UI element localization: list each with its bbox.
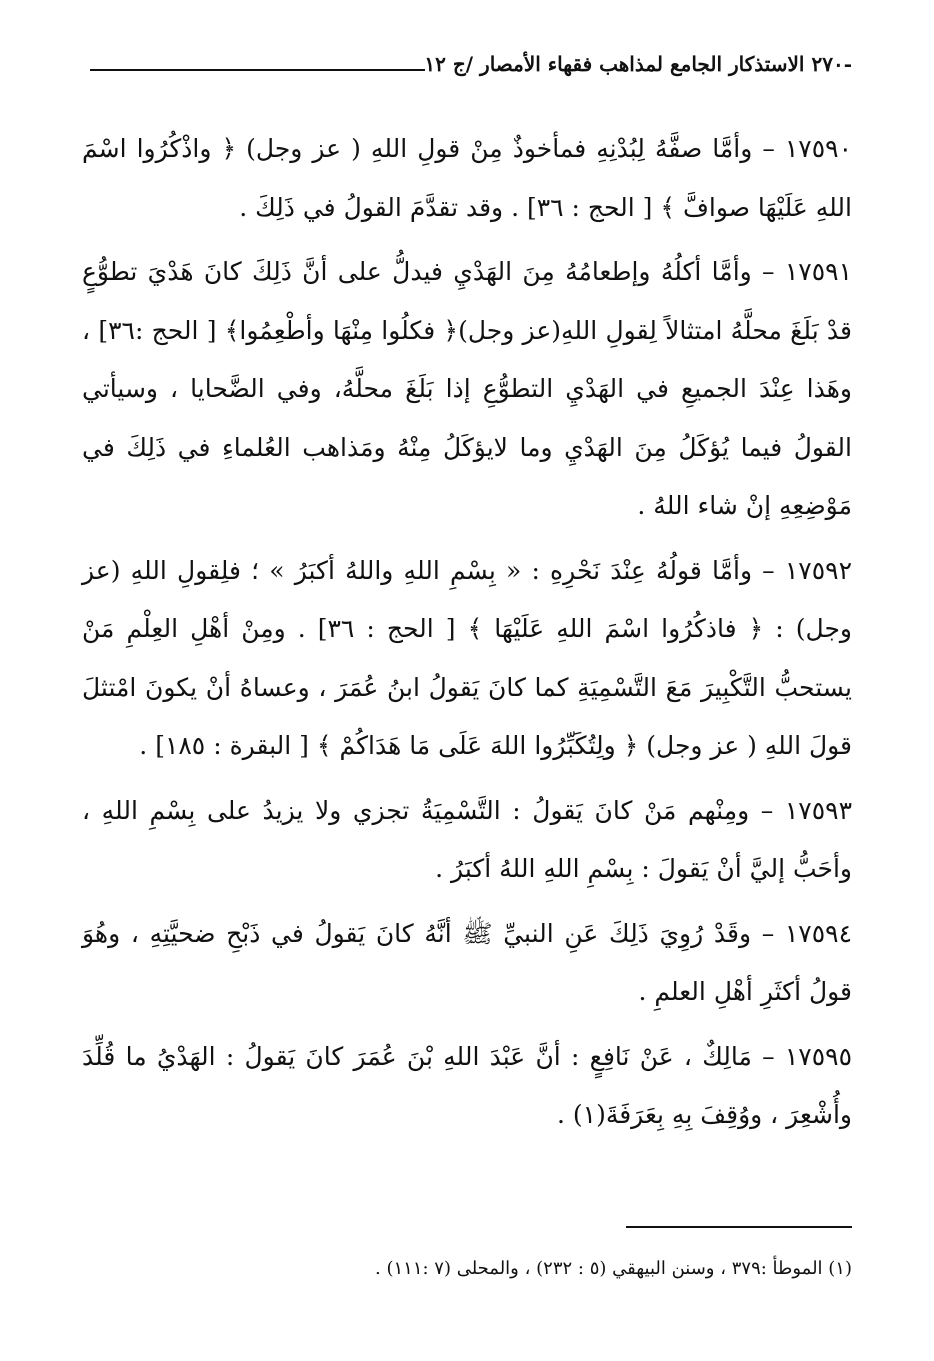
page-header-title: -٢٧٠ الاستذكار الجامع لمذاهب فقهاء الأمصار /ج ١٢: [424, 52, 852, 76]
header-rule: [90, 69, 425, 71]
footnote: (١) الموطأ :٣٧٩ ، وسنن البيهقي (٥ : ٢٣٢) ، والمحلى (٧ :١١١) .: [375, 1258, 852, 1279]
footnote-separator: [626, 1226, 852, 1228]
page-header: [90, 52, 852, 88]
main-text: [82, 120, 852, 1151]
paragraph-17593: ١٧٥٩٣ – ومِنْهم مَنْ كانَ يَقولُ : التَّسْمِيَةُ تجزي ولا يزيدُ على بِسْمِ اللهِ ، وأحَبُّ إليَّ أنْ يَقولَ : بِسْمِ اللهِ اللهُ أكبَرُ .: [82, 795, 852, 883]
paragraph-17591: ١٧٥٩١ – وأمَّا أكلُهُ وإطعامُهُ مِنَ الهَدْيِ فيدلُّ على أنَّ ذَلِكَ كانَ هَدْيَ تطوُّعٍ قدْ بَلَغَ محلَّهُ امتثالاً لِقولِ اللهِ(عز وجل)﴿ فكلُوا مِنْهَا وأطْعِمُوا﴾ [ الحج :٣٦] ، وهَذا عِنْدَ الجميعِ في الهَدْيِ التطوُّعِ إذا بَلَغَ محلَّهُ، وفي الضَّحايا ، وسيأتي القولُ فيما يُؤكَلُ مِنَ الهَدْيِ وما لايؤكَلُ مِنْهُ ومَذاهب العُلماءِ في ذَلِكَ في مَوْضِعِهِ إنْ شاء اللهُ .: [82, 257, 852, 520]
paragraph-17595: ١٧٥٩٥ – مَالِكٌ ، عَنْ نَافِعٍ : أنَّ عَبْدَ اللهِ بْنَ عُمَرَ كانَ يَقولُ : الهَدْيُ ما قُلِّدَ وأُشْعِرَ ، ووُقِفَ بِهِ بِعَرَفَةَ(١) .: [82, 1041, 852, 1129]
paragraph-17594: ١٧٥٩٤ – وقَدْ رُوِيَ ذَلِكَ عَنِ النبيِّ ﷺ أنَّهُ كانَ يَقولُ في ذَبْحِ ضحيَّتِهِ ، وهُوَ قولُ أكثَرِ أهْلِ العلمِ .: [82, 918, 852, 1006]
paragraph-17592: ١٧٥٩٢ – وأمَّا قولُهُ عِنْدَ نَحْرِهِ : « بِسْمِ اللهِ واللهُ أكبَرُ » ؛ فلِقولِ اللهِ (عز وجل) : ﴿ فاذكُرُوا اسْمَ اللهِ عَلَيْهَا ﴾ [ الحج : ٣٦] . ومِنْ أهْلِ العِلْمِ مَنْ يستحبُّ التَّكْبِيرَ مَعَ التَّسْمِيَةِ كما كانَ يَقولُ ابنُ عُمَرَ ، وعساهُ أنْ يكونَ امْتثلَ قولَ اللهِ ( عز وجل) ﴿ ولِتُكَبِّرُوا اللهَ عَلَى مَا هَدَاكُمْ ﴾ [ البقرة : ١٨٥] .: [82, 555, 852, 760]
paragraph-17590: ١٧٥٩٠ – وأمَّا صفَّهُ لِبُدْنِهِ فمأخوذٌ مِنْ قولِ اللهِ ( عز وجل) ﴿ واذْكُرُوا اسْمَ اللهِ عَلَيْهَا صوافَّ ﴾ [ الحج : ٣٦] . وقد تقدَّمَ القولُ في ذَلِكَ .: [82, 134, 852, 222]
